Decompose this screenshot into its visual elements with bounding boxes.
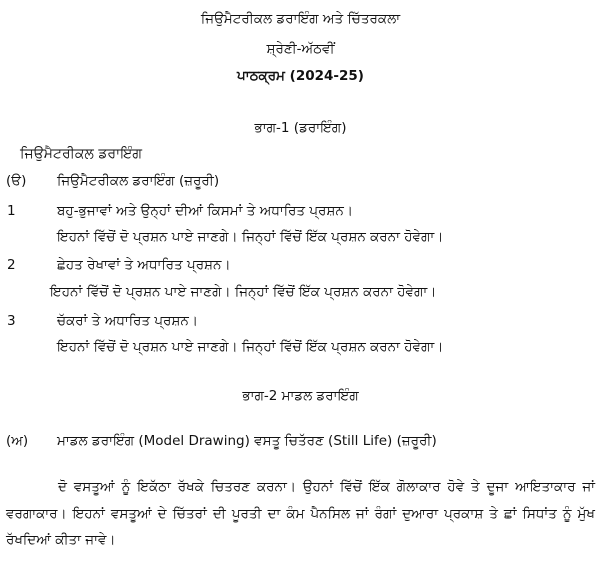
syllabus-title: ਪਾਠਕ੍ਰਮ (2024-25) <box>237 68 364 84</box>
part2-title: ਭਾਗ-2 ਮਾਡਲ ਡਰਾਇੰਗ <box>242 388 359 404</box>
part1-sub-title: ਜਿਉਮੈਟਰੀਕਲ ਡਰਾਇੰਗ (ਜ਼ਰੂਰੀ) <box>57 173 220 189</box>
item-3-number: 3 <box>7 313 16 329</box>
part1-sub-marker: (ੳ) <box>6 173 27 189</box>
item-2-number: 2 <box>7 257 16 273</box>
class-title: ਸ਼੍ਰੇਣੀ-ਅੱਠਵੀਂ <box>266 41 335 57</box>
item-1-note: ਇਹਨਾਂ ਵਿੱਚੋਂ ਦੋ ਪ੍ਰਸ਼ਨ ਪਾਏ ਜਾਣਗੇ। ਜਿਨ੍ਹਾਂ ਵਿੱਚੋਂ ਇੱਕ ਪ੍ਰਸ਼ਨ ਕਰਨਾ ਹੋਵੇਗਾ। <box>57 229 444 245</box>
part2-paragraph <box>6 474 595 554</box>
subject-title: ਜਿਉਮੈਟਰੀਕਲ ਡਰਾਇੰਗ ਅਤੇ ਚਿੱਤਰਕਲਾ <box>200 11 401 27</box>
item-2-text: ਛੇਹਤ ਰੇਖਾਵਾਂ ਤੇ ਅਧਾਰਿਤ ਪ੍ਰਸ਼ਨ। <box>57 257 231 273</box>
part2-paragraph-text: ਦੋ ਵਸਤੂਆਂ ਨੂੰ ਇਕੱਠਾ ਰੱਖਕੇ ਚਿਤਰਣ ਕਰਨਾ। ਉਹਨਾਂ ਵਿੱਚੋਂ ਇੱਕ ਗੋਲਾਕਾਰ ਹੋਵੇ ਤੇ ਦੂਜਾ ਆਇਤਾਕਾਰ ਜਾਂ ਵਰਗਾਕਾਰ। ਇਹਨਾਂ ਵਸਤੂਆਂ ਦੇ ਚਿੱਤਰਾਂ ਦੀ ਪੂਰਤੀ ਦਾ ਕੰਮ ਪੈਨਸਿਲ ਜਾਂ ਰੰਗਾਂ ਦੁਆਰਾ ਪ੍ਰਕਾਸ਼ ਤੇ ਛਾਂ ਸਿਧਾਂਤ ਨੂੰ ਮੁੱਖ ਰੱਖਦਿਆਂ ਕੀਤਾ ਜਾਵੇ। <box>6 479 595 548</box>
item-1-text: ਬਹੁ-ਭੁਜਾਵਾਂ ਅਤੇ ਉਨ੍ਹਾਂ ਦੀਆਂ ਕਿਸਮਾਂ ਤੇ ਅਧਾਰਿਤ ਪ੍ਰਸ਼ਨ। <box>57 203 353 219</box>
part1-title: ਭਾਗ-1 (ਡਰਾਇੰਗ) <box>254 120 347 136</box>
item-1-number: 1 <box>7 203 16 219</box>
part1-section-heading: ਜਿਉਮੈਟਰੀਕਲ ਡਰਾਇੰਗ <box>20 146 143 162</box>
item-2-note: ਇਹਨਾਂ ਵਿੱਚੋਂ ਦੋ ਪ੍ਰਸ਼ਨ ਪਾਏ ਜਾਣਗੇ। ਜਿਨ੍ਹਾਂ ਵਿੱਚੋਂ ਇੱਕ ਪ੍ਰਸ਼ਨ ਕਰਨਾ ਹੋਵੇਗਾ। <box>50 284 437 300</box>
part2-sub-marker: (ਅ) <box>6 433 29 449</box>
item-3-note: ਇਹਨਾਂ ਵਿੱਚੋਂ ਦੋ ਪ੍ਰਸ਼ਨ ਪਾਏ ਜਾਣਗੇ। ਜਿਨ੍ਹਾਂ ਵਿੱਚੋਂ ਇੱਕ ਪ੍ਰਸ਼ਨ ਕਰਨਾ ਹੋਵੇਗਾ। <box>57 339 444 355</box>
item-3-text: ਚੱਕਰਾਂ ਤੇ ਅਧਾਰਿਤ ਪ੍ਰਸ਼ਨ। <box>57 313 198 329</box>
part2-sub-title: ਮਾਡਲ ਡਰਾਇੰਗ (Model Drawing) ਵਸਤੂ ਚਿਤੱਰਣ (Still Life) (ਜ਼ਰੂਰੀ) <box>57 433 437 449</box>
